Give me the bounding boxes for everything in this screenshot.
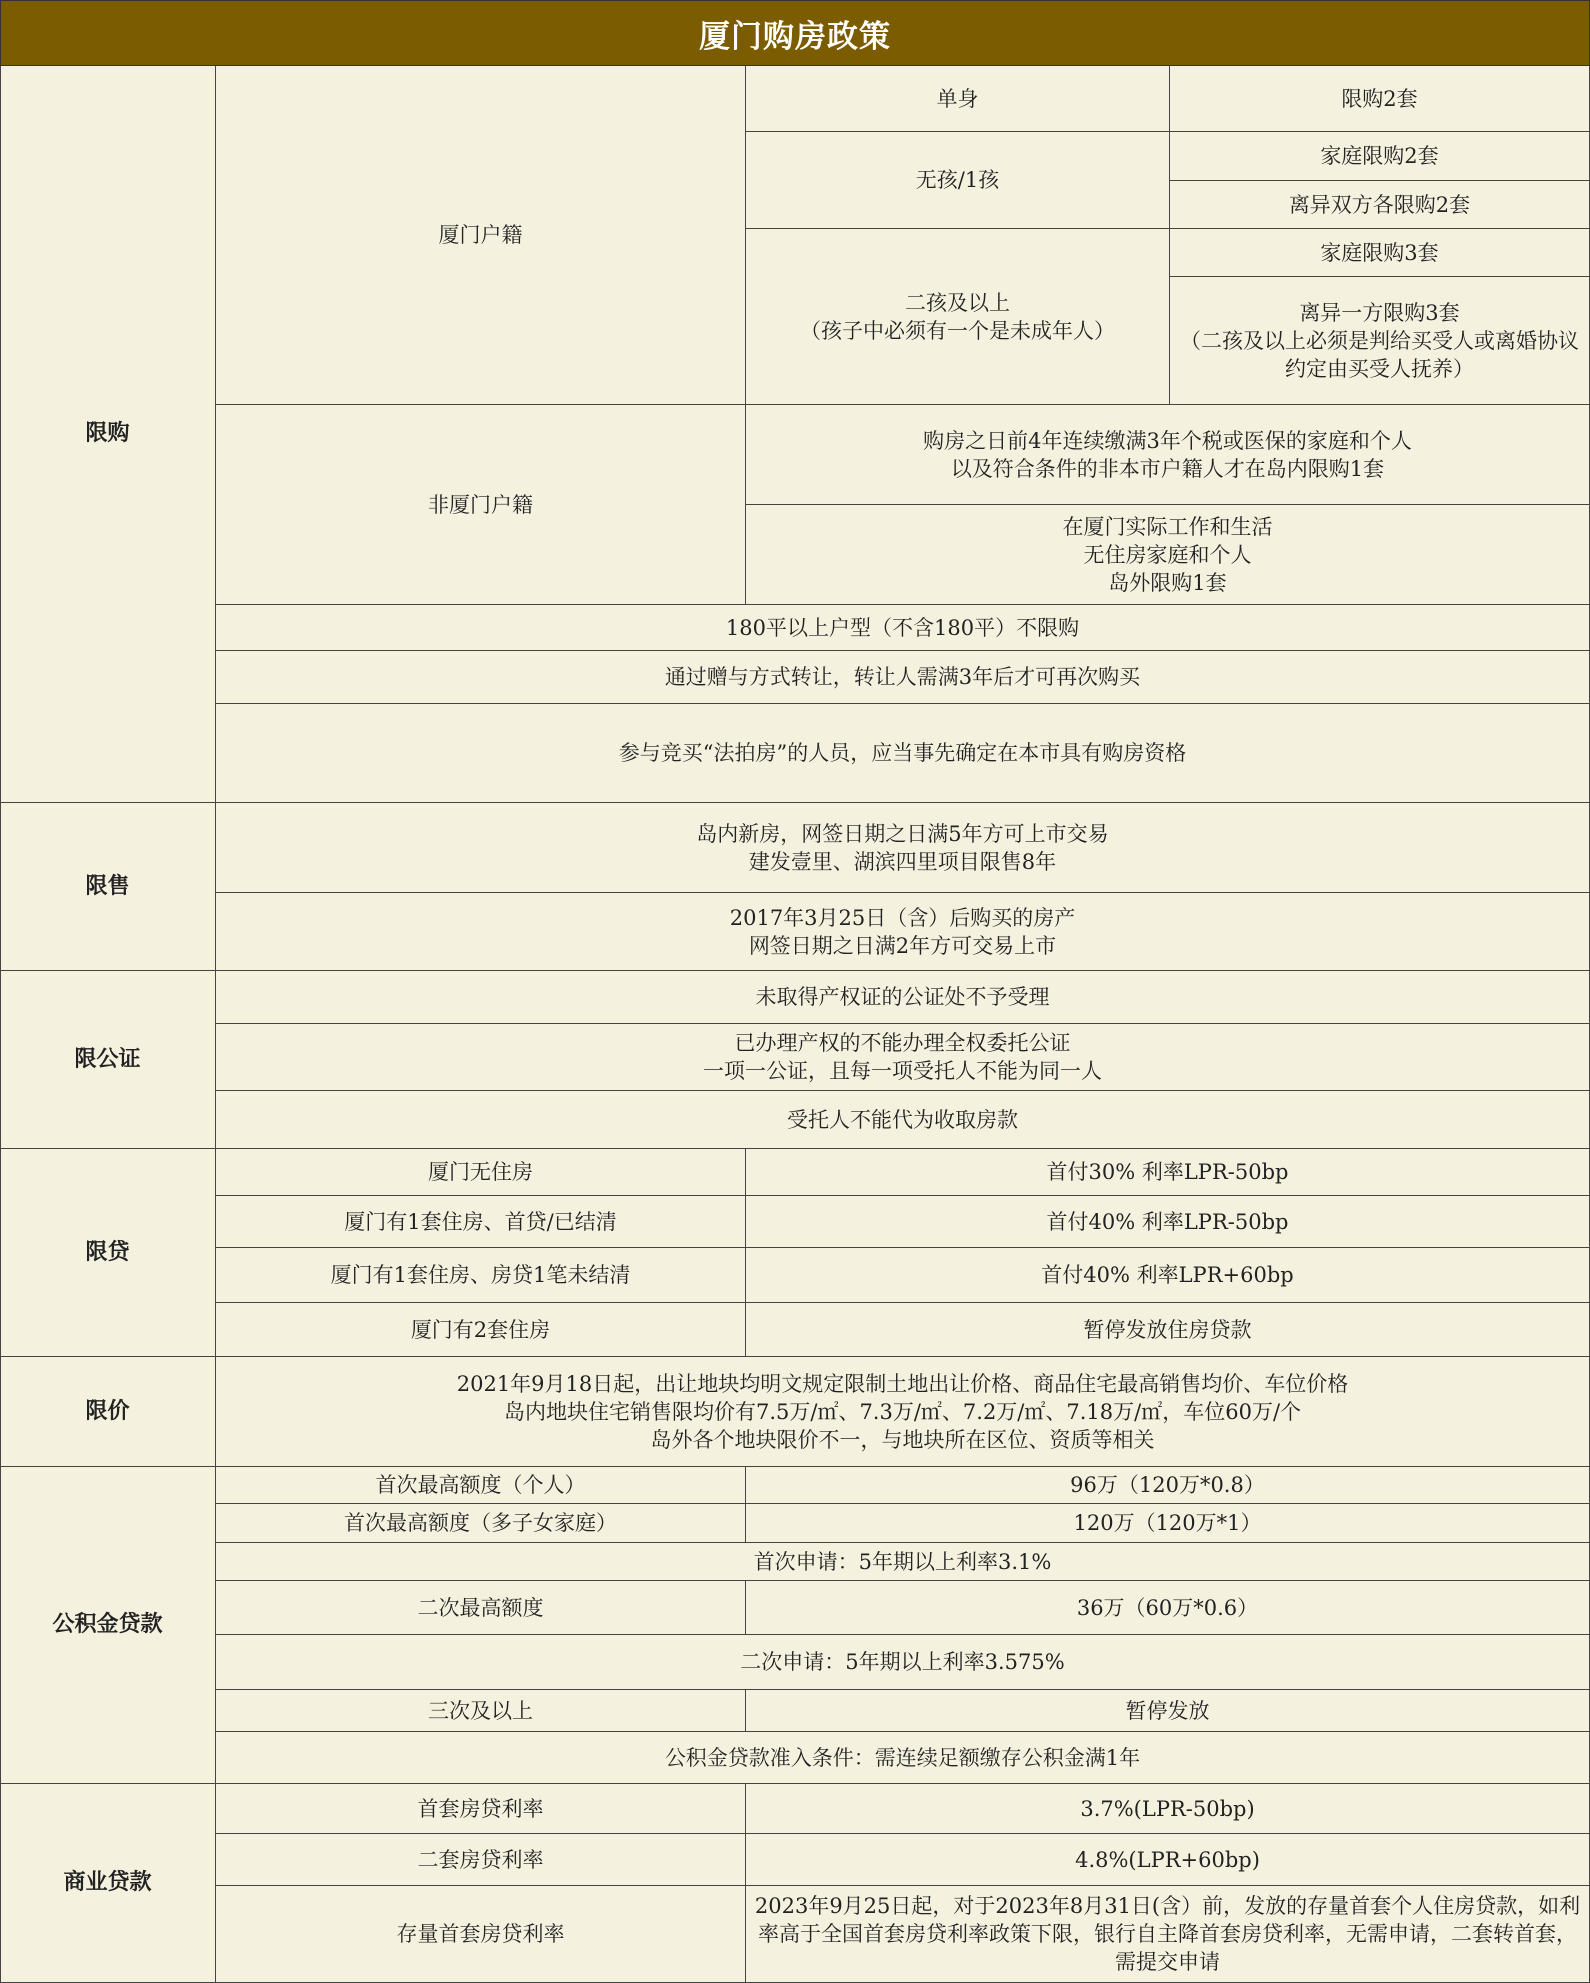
single-limit: 限购2套 (1170, 66, 1590, 132)
non-xiamen-rule-2: 在厦门实际工作和生活 无住房家庭和个人 岛外限购1套 (746, 505, 1590, 605)
sy-first: 首套房贷利率 (216, 1784, 746, 1834)
nochild-divorce-limit: 离异双方各限购2套 (1170, 181, 1590, 229)
sy-second: 二套房贷利率 (216, 1834, 746, 1886)
over180-rule: 180平以上户型（不含180平）不限购 (216, 605, 1590, 651)
xiandai-rule-1: 首付30% 利率LPR-50bp (746, 1149, 1590, 1196)
xiamen-huji-label: 厦门户籍 (216, 66, 746, 405)
gjj-first-rate: 首次申请：5年期以上利率3.1% (216, 1543, 1590, 1581)
gongzheng-rule-2: 已办理产权的不能办理全权委托公证 一项一公证，且每一项受托人不能为同一人 (216, 1024, 1590, 1091)
non-xiamen-rule-1: 购房之日前4年连续缴满3年个税或医保的家庭和个人 以及符合条件的非本市户籍人才在岛内限购1套 (746, 405, 1590, 505)
sy-first-value: 3.7%(LPR-50bp) (746, 1784, 1590, 1834)
xianshou-rule-2: 2017年3月25日（含）后购买的房产 网签日期之日满2年方可交易上市 (216, 893, 1590, 971)
xiandai-rule-3: 首付40% 利率LPR+60bp (746, 1248, 1590, 1303)
sy-stock-value: 2023年9月25日起，对于2023年8月31日(含）前，发放的存量首套个人住房贷款，如利率高于全国首套房贷利率政策下限，银行自主降首套房贷利率，无需申请，二套转首套，需提交申请 (746, 1886, 1590, 1983)
gjj-first-family-value: 120万（120万*1） (746, 1504, 1590, 1543)
category-xiandai: 限贷 (0, 1149, 216, 1357)
category-xianjia: 限价 (0, 1357, 216, 1467)
category-gongjijin: 公积金贷款 (0, 1467, 216, 1784)
xiandai-cond-2: 厦门有1套住房、首贷/已结清 (216, 1196, 746, 1248)
non-xiamen-label: 非厦门户籍 (216, 405, 746, 605)
nochild-family-limit: 家庭限购2套 (1170, 132, 1590, 181)
category-shangye: 商业贷款 (0, 1784, 216, 1983)
gjj-condition: 公积金贷款准入条件：需连续足额缴存公积金满1年 (216, 1732, 1590, 1784)
sy-stock: 存量首套房贷利率 (216, 1886, 746, 1983)
xiandai-cond-3: 厦门有1套住房、房贷1笔未结清 (216, 1248, 746, 1303)
xiandai-cond-1: 厦门无住房 (216, 1149, 746, 1196)
gjj-second-rate: 二次申请：5年期以上利率3.575% (216, 1635, 1590, 1690)
gjj-first-personal-value: 96万（120万*0.8） (746, 1467, 1590, 1504)
category-xiangongzheng: 限公证 (0, 971, 216, 1149)
sy-second-value: 4.8%(LPR+60bp) (746, 1834, 1590, 1886)
twochild-family-limit: 家庭限购3套 (1170, 229, 1590, 277)
category-xianshou: 限售 (0, 803, 216, 971)
xianshou-rule-1: 岛内新房，网签日期之日满5年方可上市交易 建发壹里、湖滨四里项目限售8年 (216, 803, 1590, 893)
twochild-divorce-limit: 离异一方限购3套 （二孩及以上必须是判给买受人或离婚协议约定由买受人抚养） (1170, 277, 1590, 405)
xiandai-rule-2: 首付40% 利率LPR-50bp (746, 1196, 1590, 1248)
table-title: 厦门购房政策 (0, 0, 1590, 66)
xianjia-text: 2021年9月18日起，出让地块均明文规定限制土地出让价格、商品住宅最高销售均价、车位价格 岛内地块住宅销售限均价有7.5万/㎡、7.3万/㎡、7.2万/㎡、7.18万/㎡，车位60万/个 岛外各个地块限价不一，与地块所在区位、资质等相关 (216, 1357, 1590, 1467)
gjj-second-value: 36万（60万*0.6） (746, 1581, 1590, 1635)
xiandai-cond-4: 厦门有2套住房 (216, 1303, 746, 1357)
twochild-label: 二孩及以上 （孩子中必须有一个是未成年人） (746, 229, 1170, 405)
xiandai-rule-4: 暂停发放住房贷款 (746, 1303, 1590, 1357)
gift-rule: 通过赠与方式转让，转让人需满3年后才可再次购买 (216, 651, 1590, 704)
gjj-third-value: 暂停发放 (746, 1690, 1590, 1732)
category-xiangou: 限购 (0, 66, 216, 803)
gjj-first-personal: 首次最高额度（个人） (216, 1467, 746, 1504)
nochild-label: 无孩/1孩 (746, 132, 1170, 229)
gjj-first-family: 首次最高额度（多子女家庭） (216, 1504, 746, 1543)
gongzheng-rule-1: 未取得产权证的公证处不予受理 (216, 971, 1590, 1024)
single-label: 单身 (746, 66, 1170, 132)
gjj-second: 二次最高额度 (216, 1581, 746, 1635)
auction-rule: 参与竞买“法拍房”的人员，应当事先确定在本市具有购房资格 (216, 704, 1590, 803)
gongzheng-rule-3: 受托人不能代为收取房款 (216, 1091, 1590, 1149)
gjj-third: 三次及以上 (216, 1690, 746, 1732)
